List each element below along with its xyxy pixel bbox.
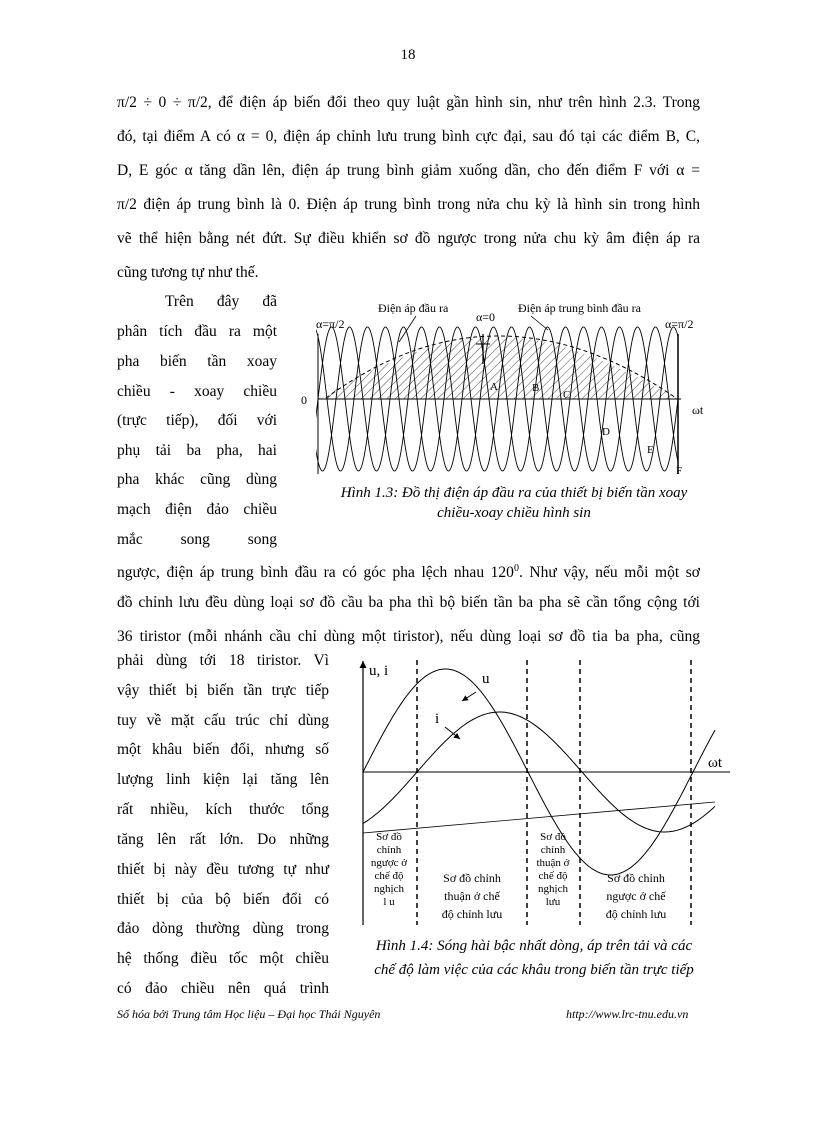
text-line: đồ chỉnh lưu đều dùng loại sơ đồ cầu ba pha thì bộ biến tần ba pha sẽ cần tổng cộng tới bbox=[117, 594, 700, 611]
svg-text:lưu: lưu bbox=[545, 896, 561, 908]
text-line: vậy thiết bị biến tần trực tiếp bbox=[117, 682, 329, 699]
svg-text:độ chỉnh lưu: độ chỉnh lưu bbox=[441, 907, 503, 921]
text-line: một khâu biến đổi, nhưng số bbox=[117, 741, 329, 758]
figure-1-4-caption-line-1: Hình 1.4: Sóng hài bậc nhất dòng, áp trên tải và các bbox=[375, 938, 693, 954]
text-line: (trực tiếp), đối với bbox=[117, 412, 277, 429]
footer-right: http://www.lrc-tnu.edu.vn bbox=[566, 1007, 689, 1021]
svg-text:chế độ: chế độ bbox=[374, 870, 404, 882]
text-line: phải dùng tới 18 tiristor. Vì bbox=[117, 652, 329, 669]
footer-left: Số hóa bởi Trung tâm Học liệu – Đại học Thái Nguyên bbox=[117, 1007, 381, 1021]
svg-text:chỉnh: chỉnh bbox=[376, 844, 402, 856]
text-line: lượng linh kiện lại tăng lên bbox=[117, 771, 329, 788]
svg-text:độ chỉnh lưu: độ chỉnh lưu bbox=[605, 907, 667, 921]
svg-text:nghịch: nghịch bbox=[374, 883, 404, 895]
label-alpha-zero: α=0 bbox=[476, 310, 496, 324]
mode-label-4 bbox=[606, 871, 667, 921]
svg-text:Sơ đồ chỉnh: Sơ đồ chỉnh bbox=[607, 871, 665, 885]
hatched-output-region bbox=[318, 337, 678, 399]
label-average-voltage: Điện áp trung bình đầu ra bbox=[518, 301, 641, 315]
figure-1-3-caption-line-2: chiều-xoay chiều hình sin bbox=[437, 505, 591, 521]
label-alpha-left: α=π/2 bbox=[316, 317, 345, 331]
svg-text:thuận ở: thuận ở bbox=[536, 857, 570, 869]
text-line: chiều - xoay chiều bbox=[117, 383, 277, 400]
text-line: D, E góc α tăng dần lên, điện áp trung bình giảm xuống dần, cho đến điểm F với α = bbox=[117, 162, 700, 179]
label-point-e: E bbox=[647, 444, 654, 456]
svg-text:l u: l u bbox=[383, 896, 395, 908]
text-line: π/2 điện áp trung bình là 0. Điện áp trung bình trong nửa chu kỳ là hình sin trong hình bbox=[117, 196, 700, 213]
text-line: thiết bị này đều tương tự như bbox=[117, 861, 329, 878]
text-line: cũng tương tự như thế. bbox=[117, 264, 259, 281]
label-output-voltage: Điện áp đầu ra bbox=[378, 301, 449, 315]
text-line: pha khác cũng dùng bbox=[117, 471, 277, 488]
label-point-a: A bbox=[490, 381, 498, 393]
label-point-b: B bbox=[532, 382, 540, 394]
text-line: phụ tải ba pha, hai bbox=[117, 442, 277, 459]
label-omega-t: ωt bbox=[708, 755, 723, 771]
label-point-f: F bbox=[676, 465, 683, 477]
label-i: i bbox=[435, 711, 440, 727]
text-run: . Như vậy, nếu mỗi một sơ bbox=[518, 564, 700, 582]
text-line: π/2 ÷ 0 ÷ π/2, để điện áp biến đổi theo quy luật gần hình sin, như trên hình 2.3. Trong bbox=[117, 94, 700, 111]
text-line: thiết bị của bộ biến đổi có bbox=[117, 891, 329, 908]
svg-text:Sơ đồ chỉnh: Sơ đồ chỉnh bbox=[443, 871, 501, 885]
text-line: rất nhiều, kích thước tổng bbox=[117, 801, 329, 818]
superscript: 0 bbox=[513, 563, 519, 574]
label-origin: 0 bbox=[301, 393, 307, 407]
leader-average bbox=[531, 316, 548, 330]
text-line: có đảo chiều nên quá trình bbox=[117, 980, 329, 997]
arrow-u bbox=[462, 692, 476, 701]
svg-text:chỉnh: chỉnh bbox=[540, 844, 566, 856]
svg-text:ngược ở: ngược ở bbox=[370, 857, 408, 869]
page-number: 18 bbox=[400, 47, 416, 63]
figure-1-3-caption-line-1: Hình 1.3: Đồ thị điện áp đầu ra của thiết bị biến tần xoay bbox=[340, 485, 688, 501]
text-line bbox=[117, 559, 700, 583]
text-line: mắc song song bbox=[117, 531, 277, 548]
label-omega-t: ωt bbox=[692, 403, 704, 417]
text-line: mạch điện đảo chiều bbox=[117, 501, 277, 518]
text-line: tuy về mặt cấu trúc chỉ dùng bbox=[117, 712, 329, 729]
svg-text:Sơ đồ: Sơ đồ bbox=[540, 831, 566, 843]
figure-1-3 bbox=[296, 294, 720, 480]
label-alpha-right: α=π/2 bbox=[665, 317, 694, 331]
text-line: phân tích đầu ra một bbox=[117, 323, 277, 340]
text-line: tăng lên rất lớn. Do những bbox=[117, 831, 329, 848]
text-line: đảo dòng thường dùng trong bbox=[117, 920, 329, 937]
label-point-d: D bbox=[602, 426, 610, 438]
text-run: ngược, điện áp trung bình đầu ra có góc pha lệch nhau 120 bbox=[117, 564, 514, 582]
svg-text:thuận ở chế: thuận ở chế bbox=[444, 889, 500, 903]
figure-1-4-caption-line-2: chế độ làm việc của các khâu trong biến tần trực tiếp bbox=[374, 962, 694, 978]
svg-text:Sơ đồ: Sơ đồ bbox=[376, 831, 402, 843]
label-u: u bbox=[482, 671, 490, 687]
text-line: đó, tại điểm A có α = 0, điện áp chỉnh lưu trung bình cực đại, sau đó tại các điểm B, C, bbox=[117, 128, 700, 145]
mode-label-3 bbox=[536, 831, 569, 908]
text-line: pha biến tần xoay bbox=[117, 353, 277, 370]
mode-label-1 bbox=[371, 831, 407, 908]
text-line: vẽ thể hiện bằng nét đứt. Sự điều khiển sơ đồ ngược trong nửa chu kỳ âm điện áp ra bbox=[117, 230, 700, 247]
svg-text:ngược ở chế: ngược ở chế bbox=[606, 889, 666, 903]
label-y-axis: u, i bbox=[369, 663, 389, 679]
svg-text:nghịch: nghịch bbox=[538, 883, 568, 895]
label-point-c: C bbox=[563, 389, 571, 401]
text-line: Trên đây đã bbox=[165, 293, 277, 310]
mode-label-2 bbox=[442, 871, 503, 921]
text-line: 36 tiristor (mỗi nhánh cầu chỉ dùng một tiristor), nếu dùng loại sơ đồ tia ba pha, cũng bbox=[117, 628, 700, 645]
arrow-i bbox=[445, 727, 460, 739]
text-line: hệ thống điều tốc một chiều bbox=[117, 950, 329, 967]
figure-1-4 bbox=[345, 655, 740, 935]
svg-text:chế độ: chế độ bbox=[538, 870, 568, 882]
